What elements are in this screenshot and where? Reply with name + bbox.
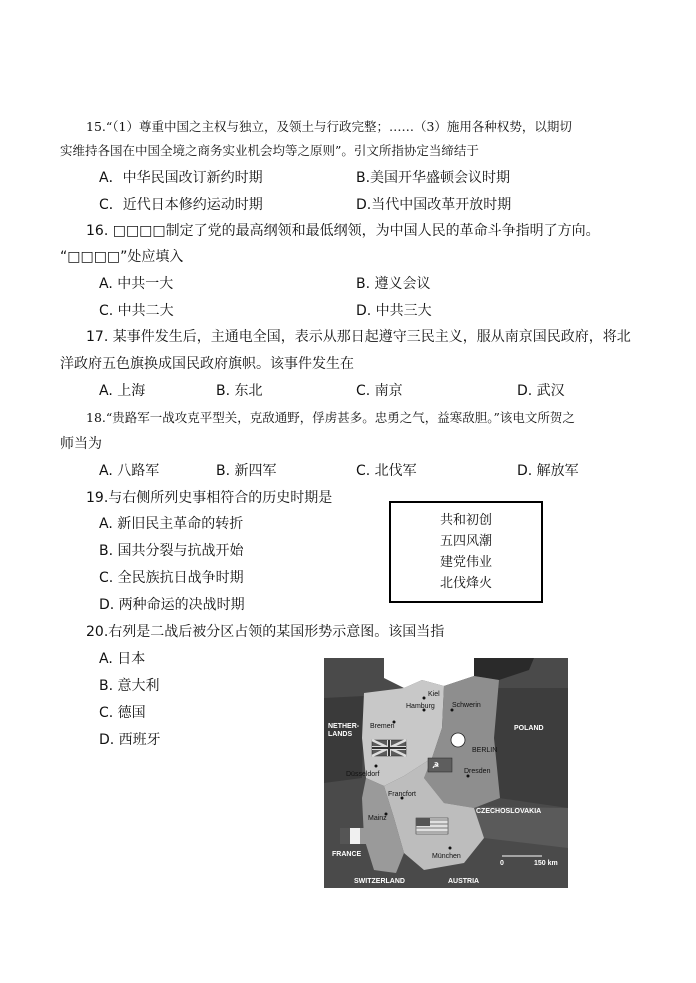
q19-stem: 19.与右侧所列史事相符合的历史时期是 (86, 490, 333, 506)
q19-box-line2: 五四风潮 (439, 534, 492, 549)
label-bremen: Bremen (370, 723, 395, 730)
q20-option-a[interactable]: A. 日本 (99, 651, 146, 667)
q19-option-a[interactable]: A. 新旧民主革命的转折 (99, 516, 244, 532)
label-schwerin: Schwerin (452, 702, 481, 709)
q20-stem: 20.右列是二战后被分区占领的某国形势示意图。该国当指 (86, 624, 445, 640)
q16-stem-line2: “□□□□”处应填入 (60, 249, 184, 265)
q19-option-c[interactable]: C. 全民族抗日战争时期 (99, 570, 244, 586)
q17-option-a[interactable]: A. 上海 (99, 383, 146, 399)
label-czechoslovakia: CZECHOSLOVAKIA (476, 808, 542, 815)
netherlands-area (324, 696, 364, 783)
q15-option-d[interactable]: D.当代中国改革开放时期 (356, 197, 512, 213)
map-svg (324, 658, 568, 888)
label-frankfurt: Francfort (388, 791, 417, 798)
scale-km: 150 km (534, 860, 558, 867)
q19-option-b[interactable]: B. 国共分裂与抗战开始 (99, 543, 244, 559)
france-flag-icon (340, 828, 370, 844)
q17-option-d[interactable]: D. 武汉 (517, 383, 565, 399)
q19-box-line1: 共和初创 (439, 513, 492, 528)
q19-box-line3: 建党伟业 (439, 555, 492, 570)
q16-option-b[interactable]: B. 遵义会议 (356, 276, 431, 292)
label-poland: POLAND (514, 725, 544, 732)
q19-box-line4: 北伐烽火 (439, 576, 492, 591)
q19-events-box (389, 501, 543, 603)
label-berlin: BERLIN (472, 747, 498, 754)
berlin-marker (451, 733, 465, 747)
label-france: FRANCE (332, 851, 362, 858)
uk-flag-icon (372, 740, 406, 756)
q20-option-d[interactable]: D. 西班牙 (99, 732, 161, 748)
label-netherlands-2: LANDS (328, 731, 353, 738)
q16-option-c[interactable]: C. 中共二大 (99, 303, 174, 319)
occupation-zones-map (324, 658, 568, 888)
scale-zero: 0 (500, 860, 504, 867)
q17-stem-line2: 洋政府五色旗换成国民政府旗帜。该事件发生在 (60, 356, 354, 372)
label-kiel: Kiel (428, 691, 440, 698)
label-munchen: München (432, 853, 461, 860)
q17-option-c[interactable]: C. 南京 (356, 383, 403, 399)
label-dusseldorf: Düsseldorf (346, 771, 380, 778)
poland-area (492, 688, 568, 808)
q15-option-b[interactable]: B.美国开华盛顿会议时期 (356, 170, 511, 186)
label-dresden: Dresden (464, 768, 491, 775)
q18-option-b[interactable]: B. 新四军 (216, 463, 277, 479)
label-netherlands-1: NETHER- (328, 723, 360, 730)
q17-option-b[interactable]: B. 东北 (216, 383, 263, 399)
soviet-flag-icon (428, 758, 452, 772)
q15-stem-line1: 15.“（1）尊重中国之主权与独立，及领土与行政完整；……（3）施用各种权势，以期切 (86, 119, 572, 134)
q20-option-c[interactable]: C. 德国 (99, 705, 146, 721)
q17-stem-line1: 17. 某事件发生后，主通电全国，表示从那日起遵守三民主义，服从南京国民政府，将北 (86, 329, 631, 345)
q16-option-d[interactable]: D. 中共三大 (356, 303, 432, 319)
svg-text:☭: ☭ (432, 761, 440, 770)
q20-option-b[interactable]: B. 意大利 (99, 678, 160, 694)
q18-option-c[interactable]: C. 北伐军 (356, 463, 417, 479)
q19-option-d[interactable]: D. 两种命运的决战时期 (99, 597, 245, 613)
q16-stem-line1: 16. □□□□制定了党的最高纲领和最低纲领，为中国人民的革命斗争指明了方向。 (86, 223, 600, 239)
q18-stem-line1: 18.“贵路军一战攻克平型关，克敌通野，俘虏甚多。忠勇之气，益寒敌胆。”该电文所贺之 (86, 410, 575, 425)
q18-option-d[interactable]: D. 解放军 (517, 463, 579, 479)
label-hamburg: Hamburg (406, 703, 435, 710)
q15-option-a[interactable]: A．中华民国改订新约时期 (99, 170, 263, 186)
us-flag-icon (416, 818, 448, 834)
q15-option-c[interactable]: C．近代日本修约运动时期 (99, 197, 263, 213)
q15-stem-line2: 实维持各国在中国全境之商务实业机会均等之原则”。引文所指协定当缔结于 (60, 143, 479, 158)
q18-option-a[interactable]: A. 八路军 (99, 463, 160, 479)
label-mainz: Mainz (368, 815, 387, 822)
label-switzerland: SWITZERLAND (354, 878, 405, 885)
q16-option-a[interactable]: A. 中共一大 (99, 276, 174, 292)
label-austria: AUSTRIA (448, 878, 480, 885)
q18-stem-line2: 师当为 (60, 436, 102, 452)
